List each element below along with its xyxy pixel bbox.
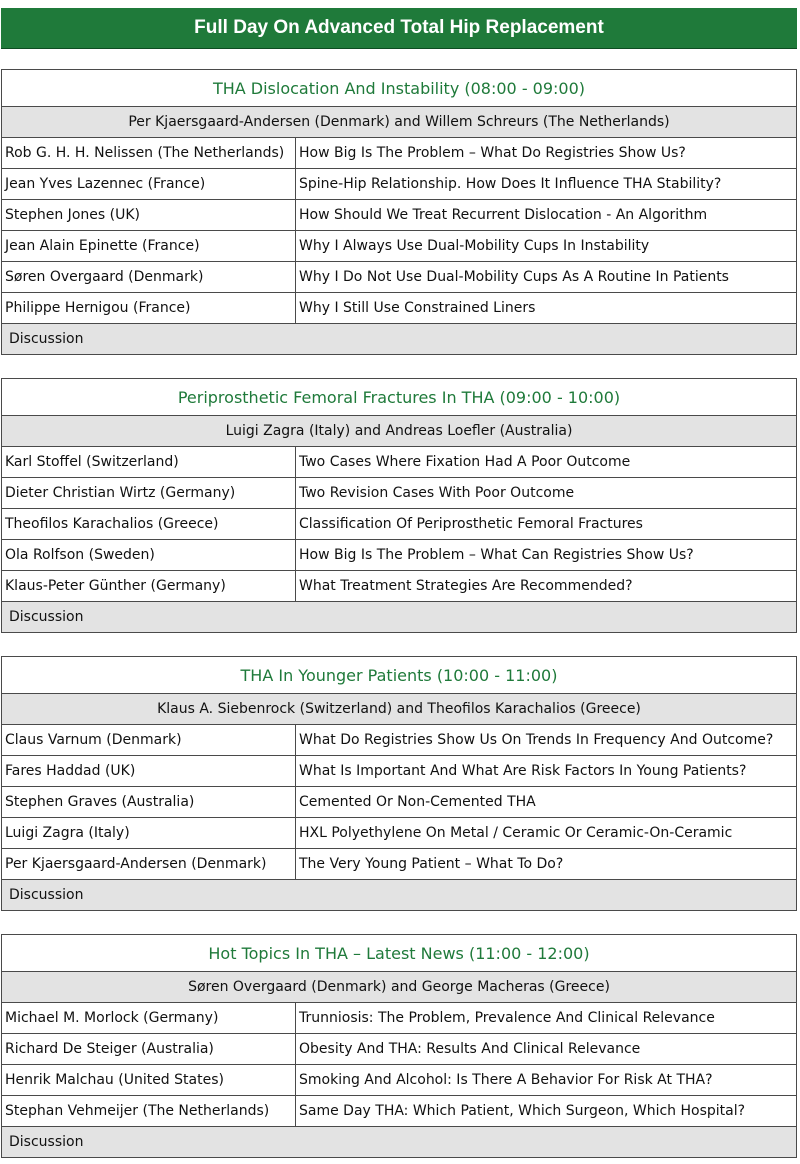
session-title: THA In Younger Patients (10:00 - 11:00) [2, 657, 797, 694]
session-table-dislocation [1, 69, 797, 355]
talk-topic: How Should We Treat Recurrent Dislocation - An Algorithm [296, 200, 797, 231]
talk-row [2, 540, 797, 571]
talk-speaker: Dieter Christian Wirtz (Germany) [2, 478, 296, 509]
talk-row [2, 818, 797, 849]
talk-speaker: Rob G. H. H. Nelissen (The Netherlands) [2, 138, 296, 169]
talk-row [2, 169, 797, 200]
talk-topic: Why I Do Not Use Dual-Mobility Cups As A Routine In Patients [296, 262, 797, 293]
talk-row [2, 262, 797, 293]
talk-topic: The Very Young Patient – What To Do? [296, 849, 797, 880]
talk-topic: Cemented Or Non-Cemented THA [296, 787, 797, 818]
talk-row [2, 509, 797, 540]
session-chairs: Per Kjaersgaard-Andersen (Denmark) and Willem Schreurs (The Netherlands) [2, 107, 797, 138]
talk-topic: What Do Registries Show Us On Trends In Frequency And Outcome? [296, 725, 797, 756]
talk-row [2, 787, 797, 818]
discussion-row: Discussion [2, 1127, 797, 1158]
session-chairs: Søren Overgaard (Denmark) and George Macheras (Greece) [2, 972, 797, 1003]
session-table-younger-patients [1, 656, 797, 911]
talk-row [2, 1096, 797, 1127]
talk-speaker: Theofilos Karachalios (Greece) [2, 509, 296, 540]
talk-topic: Why I Always Use Dual-Mobility Cups In Instability [296, 231, 797, 262]
talk-speaker: Per Kjaersgaard-Andersen (Denmark) [2, 849, 296, 880]
talk-row [2, 571, 797, 602]
talk-row [2, 138, 797, 169]
talk-speaker: Stephen Jones (UK) [2, 200, 296, 231]
talk-speaker: Jean Yves Lazennec (France) [2, 169, 296, 200]
talk-row [2, 231, 797, 262]
talk-topic: Two Revision Cases With Poor Outcome [296, 478, 797, 509]
talk-speaker: Stephen Graves (Australia) [2, 787, 296, 818]
talk-speaker: Michael M. Morlock (Germany) [2, 1003, 296, 1034]
talk-topic: How Big Is The Problem – What Do Registries Show Us? [296, 138, 797, 169]
session-table-hot-topics [1, 934, 797, 1158]
talk-topic: What Treatment Strategies Are Recommended? [296, 571, 797, 602]
talk-speaker: Klaus-Peter Günther (Germany) [2, 571, 296, 602]
talk-row [2, 447, 797, 478]
session-title: THA Dislocation And Instability (08:00 - 09:00) [2, 70, 797, 107]
talk-row [2, 1034, 797, 1065]
talk-row [2, 756, 797, 787]
discussion-row: Discussion [2, 880, 797, 911]
talk-speaker: Ola Rolfson (Sweden) [2, 540, 296, 571]
talk-speaker: Luigi Zagra (Italy) [2, 818, 296, 849]
talk-speaker: Philippe Hernigou (France) [2, 293, 296, 324]
talk-topic: Why I Still Use Constrained Liners [296, 293, 797, 324]
discussion-row: Discussion [2, 324, 797, 355]
talk-speaker: Fares Haddad (UK) [2, 756, 296, 787]
talk-row [2, 849, 797, 880]
session-chairs: Luigi Zagra (Italy) and Andreas Loefler (Australia) [2, 416, 797, 447]
discussion-row: Discussion [2, 602, 797, 633]
talk-topic: Spine-Hip Relationship. How Does It Influence THA Stability? [296, 169, 797, 200]
talk-topic: Smoking And Alcohol: Is There A Behavior For Risk At THA? [296, 1065, 797, 1096]
session-table-fractures [1, 378, 797, 633]
talk-speaker: Claus Varnum (Denmark) [2, 725, 296, 756]
talk-topic: Classification Of Periprosthetic Femoral Fractures [296, 509, 797, 540]
talk-speaker: Jean Alain Epinette (France) [2, 231, 296, 262]
talk-row [2, 1003, 797, 1034]
talk-row [2, 725, 797, 756]
talk-row [2, 478, 797, 509]
talk-topic: HXL Polyethylene On Metal / Ceramic Or Ceramic-On-Ceramic [296, 818, 797, 849]
talk-topic: How Big Is The Problem – What Can Registries Show Us? [296, 540, 797, 571]
page-title-banner: Full Day On Advanced Total Hip Replacement [1, 8, 797, 48]
talk-speaker: Søren Overgaard (Denmark) [2, 262, 296, 293]
talk-speaker: Henrik Malchau (United States) [2, 1065, 296, 1096]
session-chairs: Klaus A. Siebenrock (Switzerland) and Theofilos Karachalios (Greece) [2, 694, 797, 725]
talk-topic: What Is Important And What Are Risk Factors In Young Patients? [296, 756, 797, 787]
talk-speaker: Karl Stoffel (Switzerland) [2, 447, 296, 478]
talk-speaker: Stephan Vehmeijer (The Netherlands) [2, 1096, 296, 1127]
talk-topic: Same Day THA: Which Patient, Which Surgeon, Which Hospital? [296, 1096, 797, 1127]
talk-topic: Obesity And THA: Results And Clinical Relevance [296, 1034, 797, 1065]
talk-topic: Trunniosis: The Problem, Prevalence And Clinical Relevance [296, 1003, 797, 1034]
session-title: Hot Topics In THA – Latest News (11:00 - 12:00) [2, 935, 797, 972]
talk-row [2, 200, 797, 231]
talk-topic: Two Cases Where Fixation Had A Poor Outcome [296, 447, 797, 478]
talk-row [2, 1065, 797, 1096]
session-title: Periprosthetic Femoral Fractures In THA (09:00 - 10:00) [2, 379, 797, 416]
talk-speaker: Richard De Steiger (Australia) [2, 1034, 296, 1065]
talk-row [2, 293, 797, 324]
